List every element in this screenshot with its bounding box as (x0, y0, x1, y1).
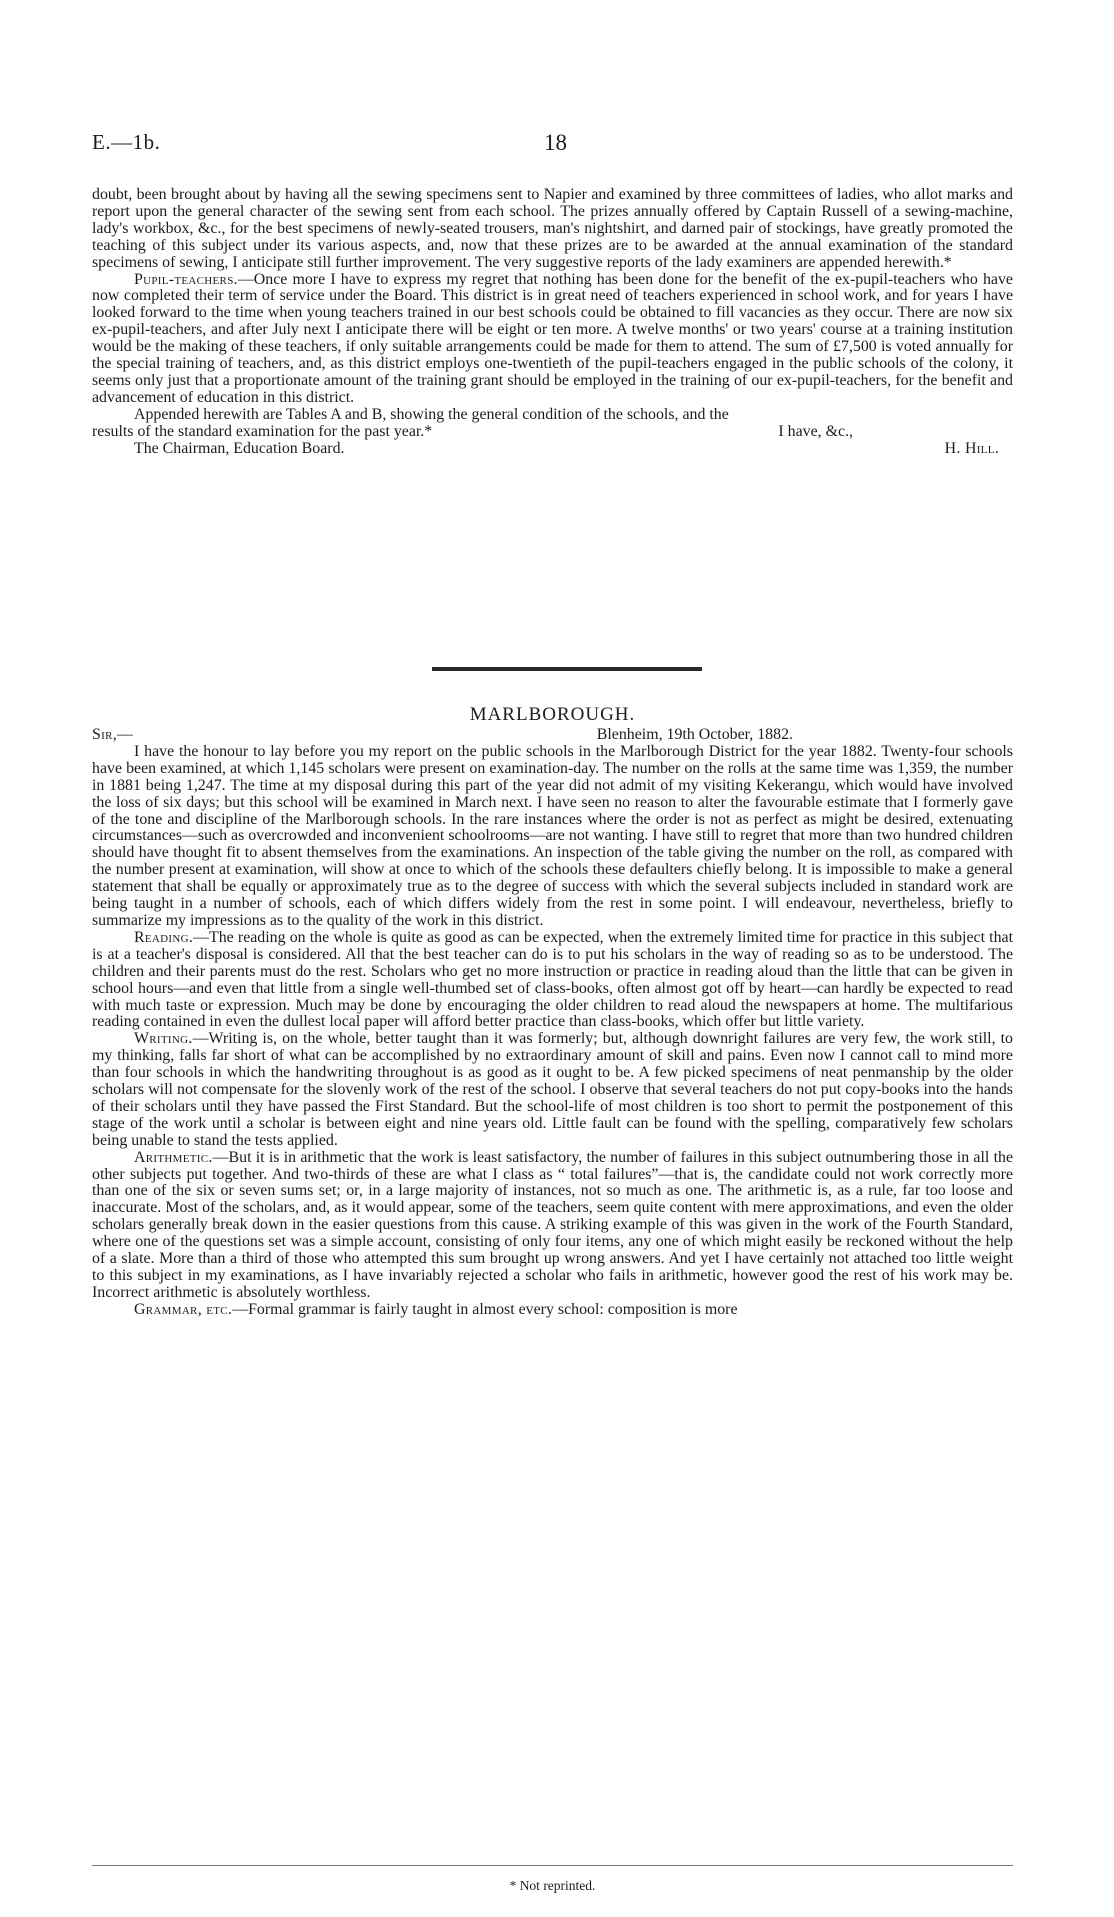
arithmetic-text: —But it is in arithmetic that the work is least satisfactory, the number of failures in this subject outnumbering those in all the other subjects put together. And two-thirds of these are what I class as “ total failures”—that is, the candidate could not work correctly more than one of the six or seven sums set; or, in a large majority of instances, not so much as one. The arithmetic is, as a rule, far too loose and inaccurate. Most of the scholars, and, as it would appear, some of the teachers, seem quite content with mere approximations, and even the older scholars generally break down in the easier questions from this cause. A striking example of this was given in the work of the Fourth Standard, where one of the questions set was a simple account, consisting of only four items, any one of which might easily be reckoned without the help of a slate. More than a third of those who attempted this sum brought up wrong answers. And yet I have certainly not attached too little weight to this subject in my examinations, as I have invariably rejected a scholar who fails in arithmetic, however good the rest of his work may be. Incorrect arithmetic is absolutely worthless. (92, 1148, 1013, 1301)
footnote: * Not reprinted. (509, 1878, 596, 1893)
pupil-teachers-heading: Pupil-teachers. (134, 270, 238, 288)
arithmetic-heading: Arithmetic. (134, 1148, 213, 1166)
closing-row (92, 424, 1013, 441)
appended-end: results of the standard examination for the past year.* (92, 422, 433, 440)
page-header (92, 130, 1022, 164)
pupil-teachers-paragraph (92, 272, 1013, 407)
marlborough-report (92, 727, 1013, 1319)
section-divider (432, 667, 702, 671)
date-line: Blenheim, 19th October, 1882. (596, 726, 793, 743)
footnote-rule (92, 1865, 1013, 1866)
addressee: The Chairman, Education Board. (134, 439, 345, 457)
signature-row (92, 441, 1013, 458)
arithmetic-paragraph (92, 1150, 1013, 1302)
reading-heading: Reading. (134, 928, 194, 946)
signature: H. Hill. (944, 439, 999, 457)
intro-paragraph: I have the honour to lay before you my report on the public schools in the Marlborough District for the year 1882. Twenty-four schools have been examined, at which 1,145 scholars were present on examination-day. The number on the rolls at the same time was 1,359, the number in 1881 being 1,247. The time at my disposal during this part of the year did not admit of my visiting Kekerangu, which would have involved the loss of six days; but this school will be examined in March next. I have seen no reason to alter the favourable estimate that I formerly gave of the tone and discipline of the Marlborough schools. In the rare instances where the order is not as perfect as might be desired, extenuating circumstances—such as overcrowded and inconvenient schoolrooms—are not wanting. I have still to regret that more than two hundred children should have thought fit to absent themselves from the examinations. An inspection of the table giving the number on the roll, as compared with the number present at examination, will show at once to which of the schools these defaulters chiefly belong. It is impossible to make a general statement that shall be equally or approximately true as to the degree of success with which the several subjects included in standard work are being taught in a number of schools, each of which differs widely from the rest in some point. I will endeavour, nevertheless, briefly to summarize my impressions as to the quality of the work in this district. (92, 742, 1013, 929)
reading-paragraph (92, 930, 1013, 1031)
writing-paragraph (92, 1031, 1013, 1149)
writing-heading: Writing. (134, 1030, 193, 1048)
grammar-text: —Formal grammar is fairly taught in almost every school: composition is more (232, 1300, 738, 1318)
page-number: 18 (544, 130, 567, 155)
section-title: MARLBOROUGH. (469, 704, 636, 725)
appended-paragraph: Appended herewith are Tables A and B, showing the general condition of the schools, and the (134, 405, 729, 423)
salutation: Sir,— (92, 726, 134, 743)
grammar-heading: Grammar, etc. (134, 1300, 233, 1318)
sewing-paragraph: doubt, been brought about by having all the sewing specimens sent to Napier and examined by three committees of ladies, who allot marks and report upon the general character of the sewing sent from each school. The prizes annually offered by Captain Russell of a sewing-machine, lady's workbox, &c., for the best specimens of newly-seated trousers, man's nightshirt, and darned pair of stockings, have greatly promoted the teaching of this subject under its various aspects, and, now that these prizes are to be awarded at the annual examination of the standard specimens of sewing, I anticipate still further improvement. The very suggestive reports of the lady examiners are appended herewith.* (92, 186, 1013, 271)
reading-text: —The reading on the whole is quite as good as can be expected, when the extremely limited time for practice in this subject that is at a teacher's disposal is considered. All that the best teacher can do is to put his scholars in the way of reading so as to be understood. The children and their parents must do the rest. Scholars who get no more instruction or practice in reading aloud than the little that can be given in school hours—and even that little from a single well-thumbed set of class-books, often almost got off by heart—can hardly be expected to read with much taste or expression. Much may be done by encouraging the older children to read aloud the newspapers at home. The multifarious reading contained in even the dullest local paper will afford better practice than class-books, which offer but little variety. (92, 928, 1013, 1031)
document-reference: E.—1b. (92, 130, 161, 154)
closing: I have, &c., (778, 422, 853, 440)
salutation-row (92, 727, 1013, 744)
hawkes-bay-report-end (92, 187, 1013, 458)
pupil-teachers-text: —Once more I have to express my regret that nothing has been done for the benefit of the ex-pupil-teachers who have now completed their term of service under the Board. This district is in great need of teachers experienced in school work, and for years I have looked forward to the time when young teachers trained in our best schools could be obtained to fill vacancies as they occur. There are now six ex-pupil-teachers, and after July next I anticipate there will be eight or ten more. A twelve months' or two years' course at a training institution would be the making of these teachers, if only suitable arrangements could be made for them to attend. The sum of £7,500 is voted annually for the special training of teachers, and, as this district employs one-twentieth of the pupil-teachers engaged in the public schools of the colony, it seems only just that a proportionate amount of the training grant should be employed in the training of our ex-pupil-teachers, for the benefit and advancement of education in this district. (92, 270, 1013, 406)
grammar-paragraph (92, 1302, 1013, 1319)
writing-text: —Writing is, on the whole, better taught than it was formerly; but, although downright failures are very few, the work still, to my thinking, falls far short of what can be accomplished by no extraordinary amount of skill and pains. Even now I cannot call to mind more than four schools in which the handwriting throughout is as good as it ought to be. A few picked specimens of neat penmanship by the older scholars will not compensate for the slovenly work of the rest of the school. I observe that several teachers do not put copy-books into the hands of their scholars until they have passed the First Standard. But the school-life of most children is too short to permit the postponement of this stage of the work until a scholar is between eight and nine years old. Little fault can be found with the spelling, comparatively few scholars being unable to stand the tests applied. (92, 1030, 1013, 1149)
